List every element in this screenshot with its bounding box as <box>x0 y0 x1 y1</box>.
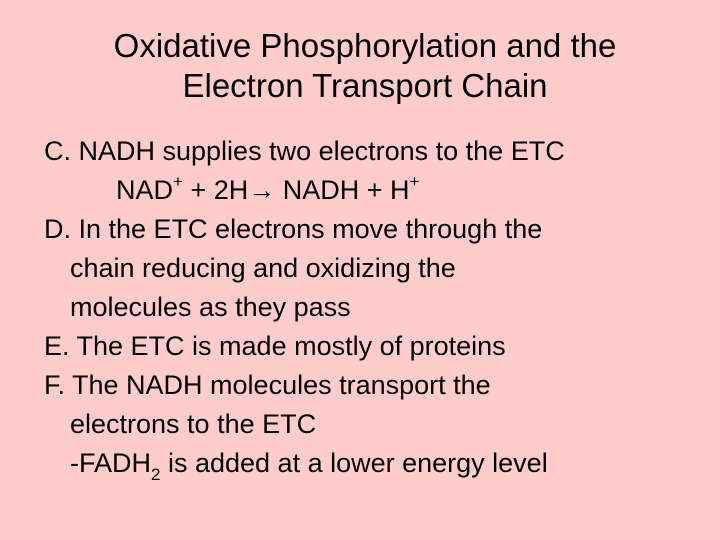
fadh-subscript: 2 <box>151 465 161 485</box>
point-d-line-3: molecules as they pass <box>70 292 351 322</box>
title-line-1: Oxidative Phosphorylation and the <box>113 27 617 64</box>
slide-body <box>44 132 714 483</box>
title-line-2: Electron Transport Chain <box>182 67 548 104</box>
equation-nad: NAD <box>116 175 174 205</box>
point-f-line-2: electrons to the ETC <box>70 409 317 439</box>
point-d-line-2: chain reducing and oxidizing the <box>70 253 456 283</box>
fadh-suffix: is added at a lower energy level <box>160 448 548 478</box>
slide-title <box>0 26 720 106</box>
point-d-line-1: D. In the ETC electrons move through the <box>44 214 543 244</box>
equation-nad-charge: + <box>173 172 183 191</box>
point-f-line-1: F. The NADH molecules transport the <box>44 370 491 400</box>
fadh-prefix: -FADH <box>70 448 151 478</box>
nadh-equation <box>44 171 714 210</box>
point-c: C. NADH supplies two electrons to the ETC <box>44 136 565 166</box>
equation-h-charge: + <box>409 172 420 191</box>
equation-middle: + 2H→ NADH + H <box>182 175 410 205</box>
point-e: E. The ETC is made mostly of proteins <box>44 331 506 361</box>
fadh-note <box>44 444 714 483</box>
